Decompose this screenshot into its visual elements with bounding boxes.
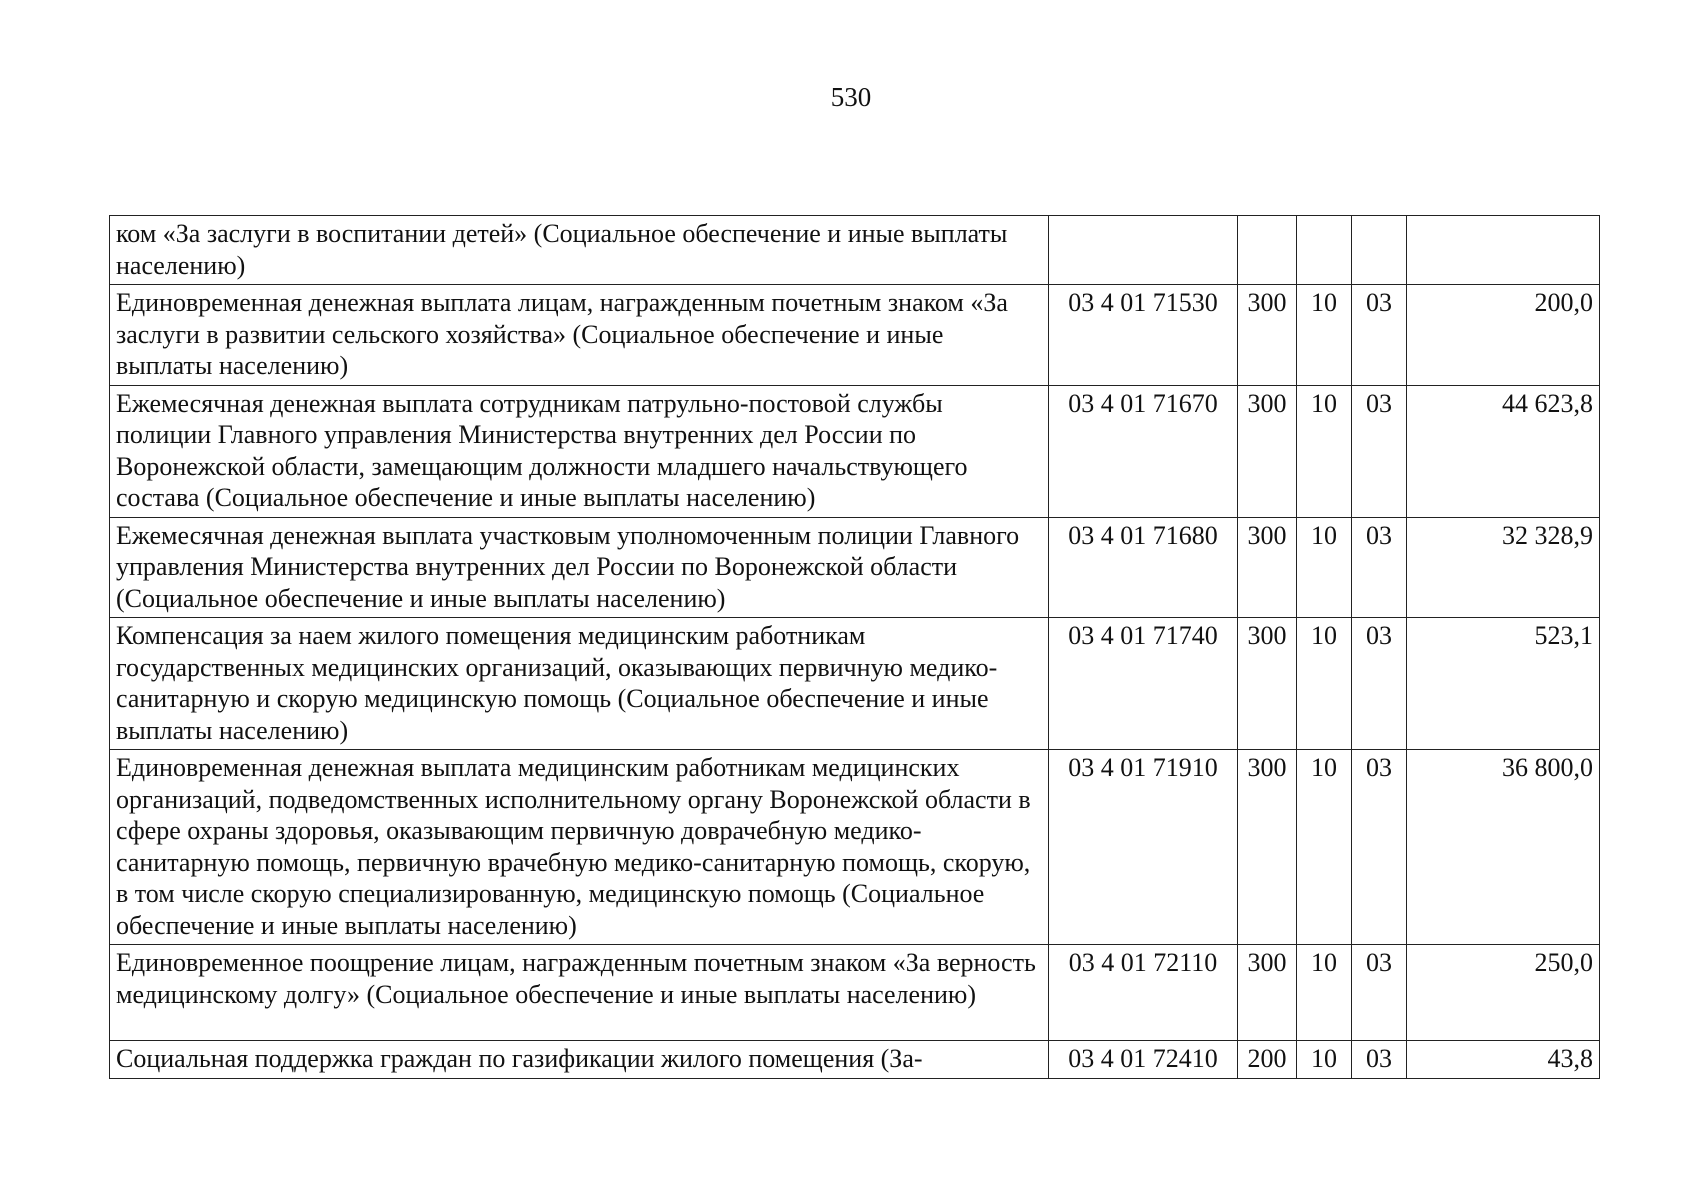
row-subsection: 03	[1352, 1041, 1407, 1079]
row-subsection: 03	[1352, 285, 1407, 386]
row-target-code: 03 4 01 71910	[1049, 750, 1238, 945]
row-subsection: 03	[1352, 945, 1407, 1041]
table-row	[110, 618, 1600, 750]
row-description: Компенсация за наем жилого помещения медицинским работникам государственных медицинских организаций, оказывающих первичную медико-санитарную и скорую медицинскую помощь (Социальное обеспечение и иные выплаты населению)	[110, 618, 1049, 750]
table-row	[110, 517, 1600, 618]
budget-table	[109, 215, 1600, 1079]
row-description: Единовременная денежная выплата медицинским работникам медицинских организаций, подведомственных исполнительному органу Воронежской области в сфере охраны здоровья, оказывающим первичную доврачебную медико-санитарную помощь, первичную врачебную медико-санитарную помощь, скорую, в том числе скорую специализированную, медицинскую помощь (Социальное обеспечение и иные выплаты населению)	[110, 750, 1049, 945]
row-section	[1297, 216, 1352, 285]
table-row	[110, 945, 1600, 1041]
row-description: Ежемесячная денежная выплата участковым уполномоченным полиции Главного управления Министерства внутренних дел России по Воронежской области (Социальное обеспечение и иные выплаты населению)	[110, 517, 1049, 618]
row-amount: 523,1	[1407, 618, 1600, 750]
row-target-code: 03 4 01 71670	[1049, 385, 1238, 517]
row-expense-type: 300	[1238, 618, 1297, 750]
row-target-code	[1049, 216, 1238, 285]
row-section: 10	[1297, 618, 1352, 750]
row-section: 10	[1297, 945, 1352, 1041]
page-number: 530	[830, 82, 872, 112]
row-target-code: 03 4 01 71530	[1049, 285, 1238, 386]
row-subsection	[1352, 216, 1407, 285]
row-target-code: 03 4 01 72110	[1049, 945, 1238, 1041]
row-subsection: 03	[1352, 517, 1407, 618]
budget-table-body	[110, 216, 1600, 1079]
row-amount: 250,0	[1407, 945, 1600, 1041]
row-description: ком «За заслуги в воспитании детей» (Социальное обеспечение и иные выплаты населению)	[110, 216, 1049, 285]
row-amount: 36 800,0	[1407, 750, 1600, 945]
row-expense-type: 200	[1238, 1041, 1297, 1079]
table-row	[110, 750, 1600, 945]
row-subsection: 03	[1352, 618, 1407, 750]
row-target-code: 03 4 01 72410	[1049, 1041, 1238, 1079]
row-section: 10	[1297, 750, 1352, 945]
row-amount: 200,0	[1407, 285, 1600, 386]
row-description: Ежемесячная денежная выплата сотрудникам патрульно-постовой службы полиции Главного управления Министерства внутренних дел России по Воронежской области, замещающим должности младшего начальствующего состава (Социальное обеспечение и иные выплаты населению)	[110, 385, 1049, 517]
table-row	[110, 1041, 1600, 1079]
row-target-code: 03 4 01 71680	[1049, 517, 1238, 618]
row-subsection: 03	[1352, 750, 1407, 945]
row-section: 10	[1297, 385, 1352, 517]
row-description: Социальная поддержка граждан по газификации жилого помещения (За-	[110, 1041, 1049, 1079]
row-expense-type: 300	[1238, 750, 1297, 945]
row-expense-type: 300	[1238, 285, 1297, 386]
row-section: 10	[1297, 517, 1352, 618]
row-target-code: 03 4 01 71740	[1049, 618, 1238, 750]
row-description: Единовременное поощрение лицам, награжденным почетным знаком «За верность медицинскому долгу» (Социальное обеспечение и иные выплаты населению)	[110, 945, 1049, 1041]
row-expense-type: 300	[1238, 945, 1297, 1041]
row-subsection: 03	[1352, 385, 1407, 517]
row-expense-type: 300	[1238, 385, 1297, 517]
row-expense-type: 300	[1238, 517, 1297, 618]
row-section: 10	[1297, 285, 1352, 386]
row-amount: 44 623,8	[1407, 385, 1600, 517]
table-row	[110, 385, 1600, 517]
row-amount: 32 328,9	[1407, 517, 1600, 618]
row-amount: 43,8	[1407, 1041, 1600, 1079]
row-section: 10	[1297, 1041, 1352, 1079]
row-amount	[1407, 216, 1600, 285]
row-description: Единовременная денежная выплата лицам, награжденным почетным знаком «За заслуги в развитии сельского хозяйства» (Социальное обеспечение и иные выплаты населению)	[110, 285, 1049, 386]
row-expense-type	[1238, 216, 1297, 285]
table-row	[110, 285, 1600, 386]
table-row	[110, 216, 1600, 285]
